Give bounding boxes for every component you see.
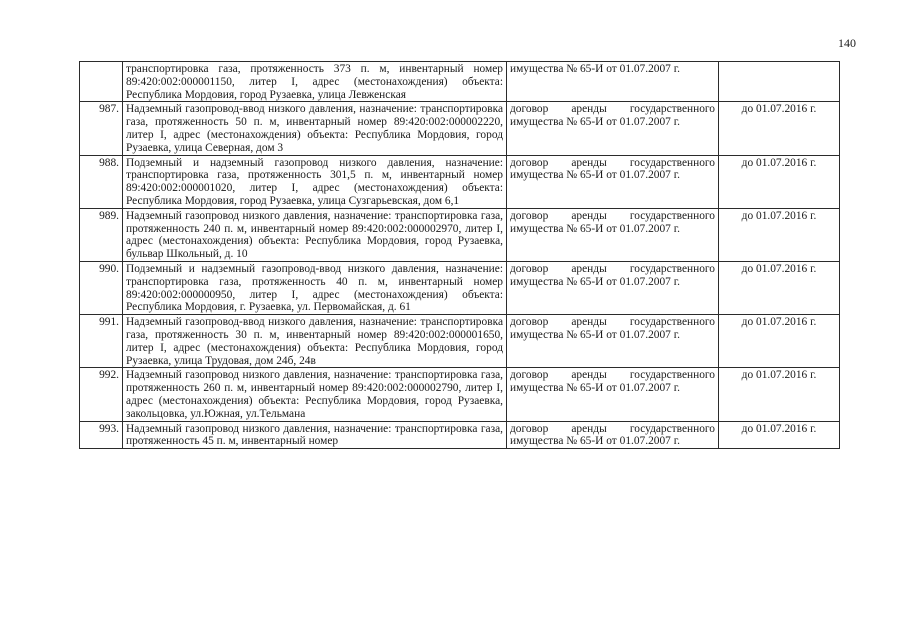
lease-document: договор аренды государственного имущества № 65-И от 01.07.2007 г. <box>507 155 719 208</box>
property-table-body <box>80 62 840 449</box>
lease-term: до 01.07.2016 г. <box>719 261 840 314</box>
lease-term: до 01.07.2016 г. <box>719 155 840 208</box>
property-description: Надземный газопровод низкого давления, назначение: транспортировка газа, протяженность 45 п. м, инвентарный номер <box>123 421 507 449</box>
row-number: 988. <box>80 155 123 208</box>
table-row <box>80 208 840 261</box>
row-number: 990. <box>80 261 123 314</box>
table-row <box>80 368 840 421</box>
table-row <box>80 261 840 314</box>
row-number: 993. <box>80 421 123 449</box>
lease-document: договор аренды государственного имущества № 65-И от 01.07.2007 г. <box>507 315 719 368</box>
lease-term: до 01.07.2016 г. <box>719 368 840 421</box>
table-row <box>80 155 840 208</box>
lease-document: имущества № 65-И от 01.07.2007 г. <box>507 62 719 102</box>
lease-term: до 01.07.2016 г. <box>719 208 840 261</box>
property-description: Подземный и надземный газопровод-ввод низкого давления, назначение: транспортировка газа, протяженность 40 п. м, инвентарный номер 89:420:002:000000950, литер I, адрес (местонахождения) объекта: Республика Мордовия, г. Рузаевка, ул. Первомайская, д. 61 <box>123 261 507 314</box>
lease-document: договор аренды государственного имущества № 65-И от 01.07.2007 г. <box>507 102 719 155</box>
lease-term: до 01.07.2016 г. <box>719 421 840 449</box>
table-row <box>80 421 840 449</box>
property-description: Надземный газопровод низкого давления, назначение: транспортировка газа, протяженность 260 п. м, инвентарный номер 89:420:002:000002790, литер I, адрес (местонахождения) объекта: Республика Мордовия, город Рузаевка, закольцовка, ул.Южная, ул.Тельмана <box>123 368 507 421</box>
table-row <box>80 315 840 368</box>
lease-document: договор аренды государственного имущества № 65-И от 01.07.2007 г. <box>507 261 719 314</box>
lease-document: договор аренды государственного имущества № 65-И от 01.07.2007 г. <box>507 208 719 261</box>
property-description: Надземный газопровод-ввод низкого давления, назначение: транспортировка газа, протяженность 30 п. м, инвентарный номер 89:420:002:000001650, литер I, адрес (местонахождения) объекта: Республика Мордовия, город Рузаевка, улица Трудовая, дом 24б, 24в <box>123 315 507 368</box>
table-row <box>80 102 840 155</box>
lease-term: до 01.07.2016 г. <box>719 102 840 155</box>
row-number: 991. <box>80 315 123 368</box>
property-description: транспортировка газа, протяженность 373 п. м, инвентарный номер 89:420:002:000001150, литер I, адрес (местонахождения) объекта: Республика Мордовия, город Рузаевка, улица Левженская <box>123 62 507 102</box>
lease-document: договор аренды государственного имущества № 65-И от 01.07.2007 г. <box>507 421 719 449</box>
lease-term <box>719 62 840 102</box>
table-row <box>80 62 840 102</box>
row-number: 992. <box>80 368 123 421</box>
property-description: Надземный газопровод низкого давления, назначение: транспортировка газа, протяженность 240 п. м, инвентарный номер 89:420:002:000002970, литер I, адрес (местонахождения) объекта: Республика Мордовия, город Рузаевка, бульвар Школьный, д. 10 <box>123 208 507 261</box>
row-number: 987. <box>80 102 123 155</box>
page-number: 140 <box>838 36 856 50</box>
property-description: Надземный газопровод-ввод низкого давления, назначение: транспортировка газа, протяженность 50 п. м, инвентарный номер 89:420:002:000002220, литер I, адрес (местонахождения) объекта: Республика Мордовия, город Рузаевка, улица Северная, дом 3 <box>123 102 507 155</box>
row-number <box>80 62 123 102</box>
lease-term: до 01.07.2016 г. <box>719 315 840 368</box>
property-table <box>79 61 840 449</box>
row-number: 989. <box>80 208 123 261</box>
lease-document: договор аренды государственного имущества № 65-И от 01.07.2007 г. <box>507 368 719 421</box>
property-description: Подземный и надземный газопровод низкого давления, назначение: транспортировка газа, протяженность 301,5 п. м, инвентарный номер 89:420:002:000001020, литер I, адрес (местонахождения) объекта: Республика Мордовия, город Рузаевка, улица Сузгарьевская, дом 6,1 <box>123 155 507 208</box>
